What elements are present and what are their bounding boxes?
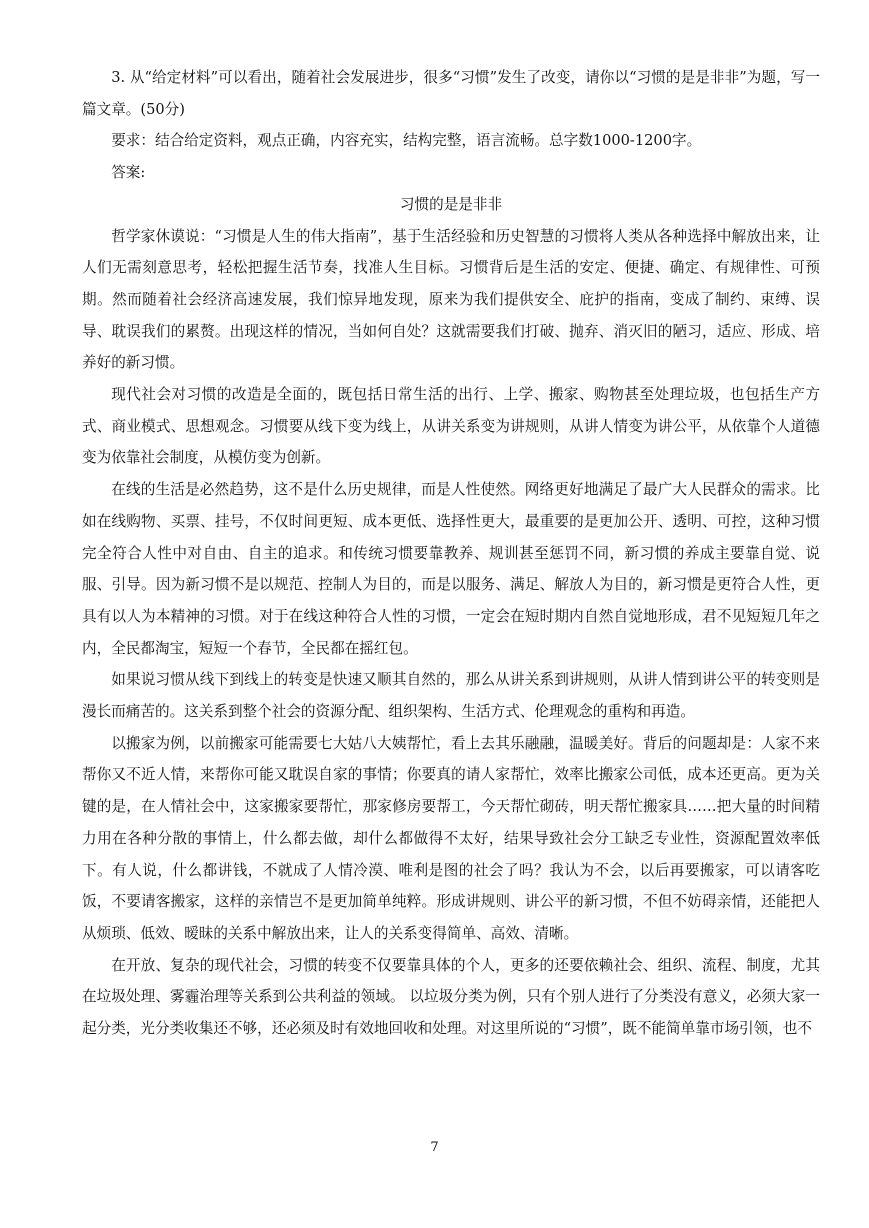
essay-title: 习惯的是是非非 xyxy=(399,195,503,213)
question-prompt: 3. 从“给定材料”可以看出，随着社会发展进步，很多“习惯”发生了改变，请你以“习惯的是是非非”为题，写一篇文章。(50分) xyxy=(82,69,820,118)
question-requirement: 要求：结合给定资料，观点正确，内容充实，结构完整，语言流畅。总字数1000-1200字。 xyxy=(111,132,702,150)
essay-paragraph: 现代社会对习惯的改造是全面的，既包括日常生活的出行、上学、搬家、购物甚至处理垃圾，也包括生产方式、商业模式、思想观念。习惯要从线下变为线上，从讲关系变为讲规则，从讲人情变为讲公平，从依靠个人道德变为依靠社会制度，从模仿变为创新。 xyxy=(82,386,820,467)
essay-paragraph: 在开放、复杂的现代社会，习惯的转变不仅要靠具体的个人，更多的还要依赖社会、组织、流程、制度，尤其在垃圾处理、雾霾治理等关系到公共利益的领域。 以垃圾分类为例，只有个别人进行了分类没有意义，必须大家一起分类，光分类收集还不够，还必须及时有效地回收和处理。对这里所说的“习惯”，既不能简单靠市场引领，也不 xyxy=(82,956,820,1038)
page-number: 7 xyxy=(430,1140,439,1155)
essay-paragraph: 如果说习惯从线下到线上的转变是快速又顺其自然的，那么从讲关系到讲规则，从讲人情到讲公平的转变则是漫长而痛苦的。这关系到整个社会的资源分配、组织架构、生活方式、伦理观念的重构和再造。 xyxy=(82,671,820,721)
answer-label: 答案: xyxy=(111,164,146,182)
document-body xyxy=(82,62,820,1045)
essay-paragraph: 以搬家为例，以前搬家可能需要七大姑八大姨帮忙，看上去其乐融融，温暖美好。背后的问题却是：人家不来帮你又不近人情，来帮你可能又耽误自家的事情；你要真的请人家帮忙，效率比搬家公司低，成本还更高。更为关键的是，在人情社会中，这家搬家要帮忙，那家修房要帮工，今天帮忙砌砖，明天帮忙搬家具……把大量的时间精力用在各种分散的事情上，什么都去做，却什么都做得不太好，结果导致社会分工缺乏专业性，资源配置效率低下。有人说，什么都讲钱，不就成了人情冷漠、唯利是图的社会了吗？我认为不会，以后再要搬家，可以请客吃饭，不要请客搬家，这样的亲情岂不是更加简单纯粹。形成讲规则、讲公平的新习惯，不但不妨碍亲情，还能把人从烦琐、低效、暧昧的关系中解放出来，让人的关系变得简单、高效、清晰。 xyxy=(82,734,820,942)
essay-paragraph: 哲学家休谟说：“习惯是人生的伟大指南”，基于生活经验和历史智慧的习惯将人类从各种选择中解放出来，让人们无需刻意思考，轻松把握生活节奏，找准人生目标。习惯背后是生活的安定、便捷、确定、有规律性、可预期。然而随着社会经济高速发展，我们惊异地发现，原来为我们提供安全、庇护的指南，变成了制约、束缚、误导、耽误我们的累赘。出现这样的情况，当如何自处？这就需要我们打破、抛弃、消灭旧的陋习，适应、形成、培养好的新习惯。 xyxy=(82,227,820,372)
essay-paragraph: 在线的生活是必然趋势，这不是什么历史规律，而是人性使然。网络更好地满足了最广大人民群众的需求。比如在线购物、买票、挂号，不仅时间更短、成本更低、选择性更大，最重要的是更加公开、透明、可控，这种习惯完全符合人性中对自由、自主的追求。和传统习惯要靠教养、规训甚至惩罚不同，新习惯的养成主要靠自觉、说服、引导。因为新习惯不是以规范、控制人为目的，而是以服务、满足、解放人为目的，新习惯是更符合人性，更具有以人为本精神的习惯。对于在线这种符合人性的习惯，一定会在短时期内自然自觉地形成，君不见短短几年之内，全民都淘宝，短短一个春节，全民都在摇红包。 xyxy=(82,481,820,657)
